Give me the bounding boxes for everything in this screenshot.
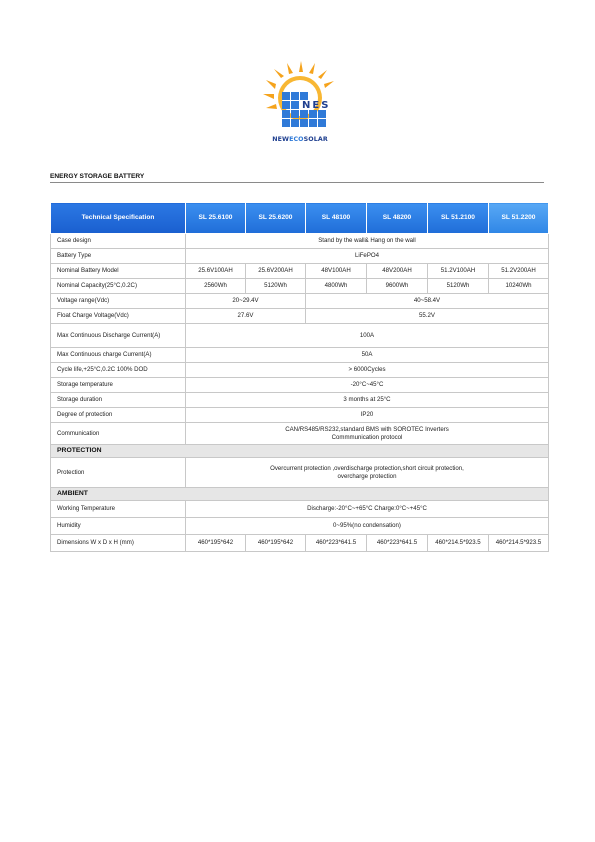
model-header: SL 48200 (367, 203, 428, 234)
row-value (186, 423, 549, 445)
table-row (51, 535, 549, 552)
table-row (51, 249, 549, 264)
protection-line-1: Overcurrent protection ,overdischarge protection,short circuit protection, (270, 464, 464, 472)
row-value: 460*214.5*923.5 (428, 535, 489, 552)
row-value: 40~58.4V (306, 294, 549, 309)
row-value: 2560Wh (186, 279, 246, 294)
row-value: Stand by the wall& Hang on the wall (186, 234, 549, 249)
row-value: IP20 (186, 408, 549, 423)
row-value: 9600Wh (367, 279, 428, 294)
model-header: SL 51.2100 (428, 203, 489, 234)
row-value: -20°C~45°C (186, 378, 549, 393)
logo-letters: NES (302, 100, 331, 111)
model-header: SL 51.2200 (489, 203, 549, 234)
section-header-protection (51, 445, 549, 458)
row-value: 3 months at 25°C (186, 393, 549, 408)
row-value: 51.2V100AH (428, 264, 489, 279)
row-value (186, 458, 549, 488)
table-row (51, 264, 549, 279)
table-row (51, 348, 549, 363)
section-title: AMBIENT (51, 488, 549, 501)
table-row (51, 363, 549, 378)
row-value: 10240Wh (489, 279, 549, 294)
table-row (51, 234, 549, 249)
table-row (51, 309, 549, 324)
row-value: 5120Wh (246, 279, 306, 294)
row-value: 48V200AH (367, 264, 428, 279)
table-row (51, 408, 549, 423)
row-value: 460*223*641.5 (306, 535, 367, 552)
row-label: Float Charge Voltage(Vdc) (51, 309, 186, 324)
spec-table (50, 202, 549, 552)
company-logo (258, 58, 342, 154)
row-value: 0~95%(no condensation) (186, 518, 549, 535)
table-row (51, 518, 549, 535)
protection-line-2: overcharge protection (337, 472, 397, 480)
sun-panel-logo-icon (258, 58, 342, 136)
row-label: Case design (51, 234, 186, 249)
row-value: 25.6V100AH (186, 264, 246, 279)
row-value: 460*223*641.5 (367, 535, 428, 552)
row-label: Storage temperature (51, 378, 186, 393)
table-row (51, 378, 549, 393)
table-row (51, 324, 549, 348)
row-label: Cycle life,+25°C,0.2C 100% DOD (51, 363, 186, 378)
row-label: Max Continuous charge Current(A) (51, 348, 186, 363)
row-label: Storage duration (51, 393, 186, 408)
row-value: 5120Wh (428, 279, 489, 294)
section-header-ambient (51, 488, 549, 501)
row-value: 27.6V (186, 309, 306, 324)
row-label: Dimensions W x D x H (mm) (51, 535, 186, 552)
document-title: ENERGY STORAGE BATTERY (50, 173, 145, 180)
row-label: Battery Type (51, 249, 186, 264)
table-row (51, 458, 549, 488)
table-row (51, 501, 549, 518)
row-value: 50A (186, 348, 549, 363)
row-value: 48V100AH (306, 264, 367, 279)
communication-line-2: Commmunication protocol (331, 433, 403, 441)
table-row (51, 294, 549, 309)
title-divider (50, 182, 544, 183)
row-value: 20~29.4V (186, 294, 306, 309)
row-label: Working Temperature (51, 501, 186, 518)
row-value: 55.2V (306, 309, 549, 324)
table-row (51, 423, 549, 445)
model-header: SL 25.6100 (186, 203, 246, 234)
row-label: Voltage range(Vdc) (51, 294, 186, 309)
row-value: 4800Wh (306, 279, 367, 294)
row-label: Degree of protection (51, 408, 186, 423)
row-label: Nominal Battery Model (51, 264, 186, 279)
section-title: PROTECTION (51, 445, 549, 458)
row-value: 460*195*642 (246, 535, 306, 552)
row-value: LiFePO4 (186, 249, 549, 264)
row-value: 100A (186, 324, 549, 348)
row-label: Protection (51, 458, 186, 488)
row-label: Humidity (51, 518, 186, 535)
row-value: > 6000Cycles (186, 363, 549, 378)
row-value: 51.2V200AH (489, 264, 549, 279)
row-value: Discharge:-20°C~+65°C Charge:0°C~+45°C (186, 501, 549, 518)
model-header: SL 25.6200 (246, 203, 306, 234)
table-row (51, 279, 549, 294)
row-value: 25.6V200AH (246, 264, 306, 279)
communication-line-1: CAN/RS485/RS232,standard BMS with SOROTEC Inverters (285, 425, 449, 433)
model-header: SL 48100 (306, 203, 367, 234)
row-value: 460*214.5*923.5 (489, 535, 549, 552)
table-header-row (51, 203, 549, 234)
row-label: Max Continuous Discharge Current(A) (51, 324, 186, 348)
row-label: Communication (51, 423, 186, 445)
spec-header: Technical Specification (51, 203, 186, 234)
table-row (51, 393, 549, 408)
row-label: Nominal Capacity(25°C,0.2C) (51, 279, 186, 294)
logo-wordmark: NEWECOSOLAR (272, 136, 328, 143)
row-value: 460*195*642 (186, 535, 246, 552)
